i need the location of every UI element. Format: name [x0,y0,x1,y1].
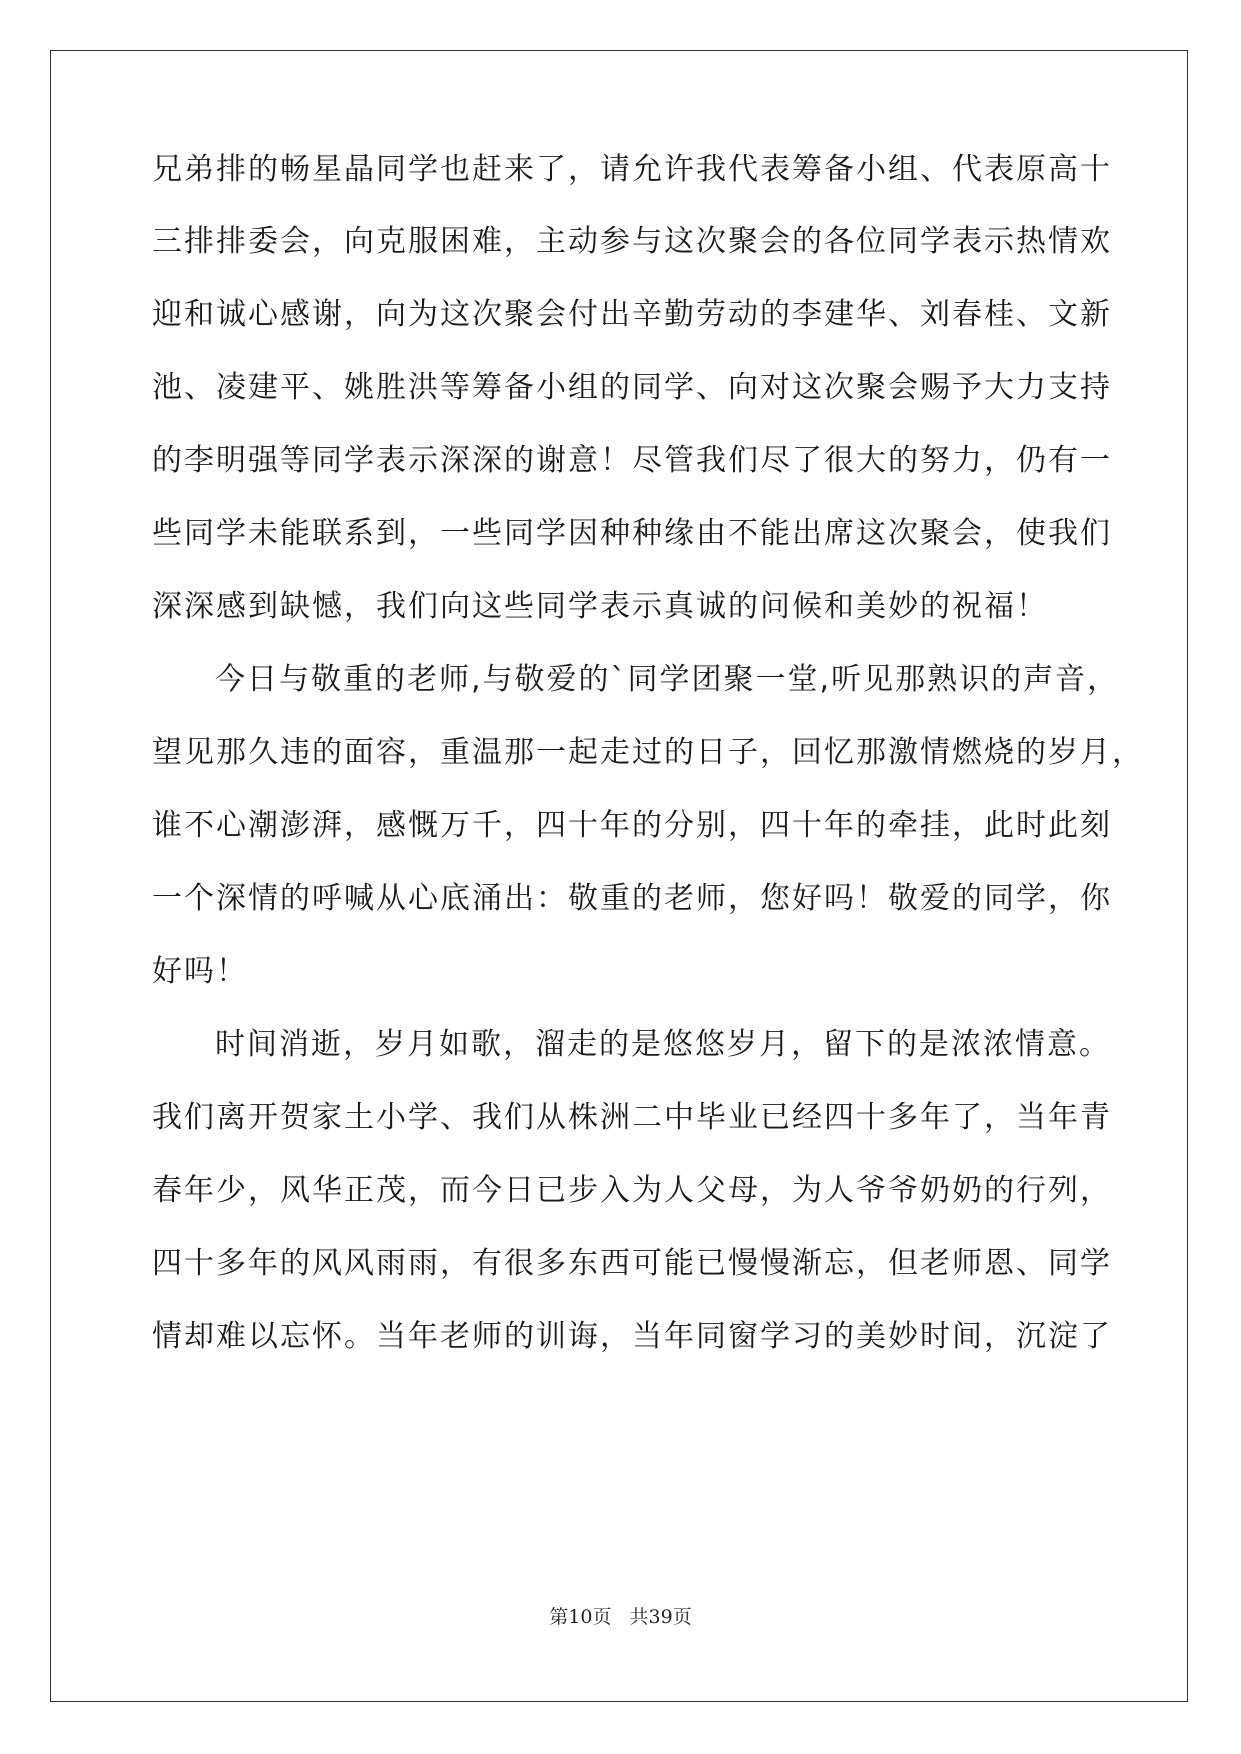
text-line: 三排排委会，向克服困难，主动参与这次聚会的各位同学表示热情欢 [152,224,1112,259]
text-line: 池、凌建平、姚胜洪等筹备小组的同学、向对这次聚会赐予大力支持 [152,370,1112,405]
text-line: 好吗！ [152,954,248,989]
text-line: 一个深情的呼喊从心底涌出：敬重的老师，您好吗！敬爱的同学，你 [152,881,1112,916]
text-line: 望见那久违的面容，重温那一起走过的日子，回忆那激情燃烧的岁月， [152,735,1144,770]
text-line: 迎和诚心感谢，向为这次聚会付出辛勤劳动的李建华、刘春桂、文新 [152,297,1112,332]
text-line: 深深感到缺憾，我们向这些同学表示真诚的问候和美妙的祝福！ [152,589,1048,624]
page-footer [0,1602,1241,1629]
text-line: 些同学未能联系到，一些同学因种种缘由不能出席这次聚会，使我们 [152,516,1112,551]
paragraph-start-line: 时间消逝，岁月如歌，溜走的是悠悠岁月，留下的是浓浓情意。 [215,1027,1111,1062]
paragraph-start-line: 今日与敬重的老师,与敬爱的`同学团聚一堂,听见那熟识的声音， [215,662,1120,697]
page-total: 共39页 [629,1606,692,1628]
text-line: 的李明强等同学表示深深的谢意！尽管我们尽了很大的努力，仍有一 [152,443,1112,478]
text-line: 谁不心潮澎湃，感慨万千，四十年的分别，四十年的牵挂，此时此刻 [152,808,1112,843]
text-line: 兄弟排的畅星晶同学也赶来了，请允许我代表筹备小组、代表原高十 [152,152,1112,187]
text-line: 春年少，风华正茂，而今日已步入为人父母，为人爷爷奶奶的行列， [152,1173,1112,1208]
page-number: 第10页 [549,1606,612,1628]
text-line: 我们离开贺家土小学、我们从株洲二中毕业已经四十多年了，当年青 [152,1100,1112,1135]
text-line: 情却难以忘怀。当年老师的训诲，当年同窗学习的美妙时间，沉淀了 [152,1319,1112,1354]
text-line: 四十多年的风风雨雨，有很多东西可能已慢慢渐忘，但老师恩、同学 [152,1246,1112,1281]
